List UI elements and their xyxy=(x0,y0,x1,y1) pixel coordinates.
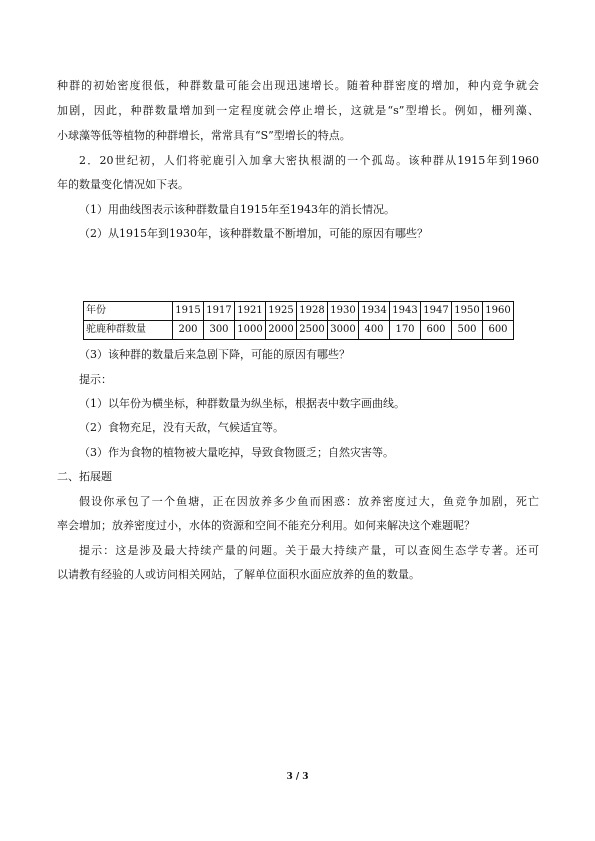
text-line: 提示：这是涉及最大持续产量的问题。关于最大持续产量，可以查阅生态学专著。还可 xyxy=(79,544,539,557)
subquestion-1: （1）用曲线图表示该种群数量自1915年至1943年的消长情况。 xyxy=(79,203,395,216)
page-number: 3 / 3 xyxy=(286,772,309,782)
hint-heading: 提示： xyxy=(79,373,112,386)
population-cell: 200 xyxy=(173,321,204,340)
text-line: 率会增加；放养密度过小，水体的资源和空间不能充分利用。如何来解决这个难题呢？ xyxy=(57,519,475,532)
subquestion-3: （3）该种群的数量后来急剧下降，可能的原因有哪些？ xyxy=(79,348,350,361)
table-row-label: 驼鹿种群数量 xyxy=(84,321,173,340)
year-cell: 1943 xyxy=(390,302,421,321)
year-cell: 1925 xyxy=(266,302,297,321)
population-cell: 300 xyxy=(204,321,235,340)
population-cell: 3000 xyxy=(328,321,359,340)
hint-line: （2）食物充足，没有天敌，气候适宜等。 xyxy=(79,421,284,434)
text-line: 小球藻等低等植物的种群增长，常常具有“S”型增长的特点。 xyxy=(57,129,351,142)
population-cell: 2000 xyxy=(266,321,297,340)
year-cell: 1947 xyxy=(421,302,452,321)
population-cell: 2500 xyxy=(297,321,328,340)
text-line: 假设你承包了一个鱼塘，正在因放养多少鱼而困惑：放养密度过大，鱼竞争加剧，死亡 xyxy=(79,495,539,508)
population-table xyxy=(83,301,514,340)
table-row-years xyxy=(84,302,514,321)
population-cell: 500 xyxy=(452,321,483,340)
table-row-population xyxy=(84,321,514,340)
text-line: 以请教有经验的人或访问相关网站，了解单位面积水面应放养的鱼的数量。 xyxy=(57,568,420,581)
year-cell: 1930 xyxy=(328,302,359,321)
text-line: 加剧，因此，种群数量增加到一定程度就会停止增长，这就是“s”型增长。例如，栅列藻、 xyxy=(57,104,539,117)
question-2-line: 2．20世纪初，人们将驼鹿引入加拿大密执根湖的一个孤岛。该种群从1915年到1960 xyxy=(79,154,539,167)
text-line: 年的数量变化情况如下表。 xyxy=(57,178,189,191)
population-cell: 600 xyxy=(421,321,452,340)
year-cell: 1960 xyxy=(483,302,514,321)
population-cell: 170 xyxy=(390,321,421,340)
population-cell: 600 xyxy=(483,321,514,340)
year-cell: 1921 xyxy=(235,302,266,321)
population-cell: 1000 xyxy=(235,321,266,340)
year-cell: 1950 xyxy=(452,302,483,321)
subquestion-2: （2）从1915年到1930年，该种群数量不断增加，可能的原因有哪些？ xyxy=(79,227,428,240)
population-cell: 400 xyxy=(359,321,390,340)
hint-line: （1）以年份为横坐标，种群数量为纵坐标，根据表中数字画曲线。 xyxy=(79,397,405,410)
year-cell: 1917 xyxy=(204,302,235,321)
section-heading: 二、拓展题 xyxy=(57,470,112,483)
year-cell: 1928 xyxy=(297,302,328,321)
year-cell: 1915 xyxy=(173,302,204,321)
table-header-label: 年份 xyxy=(84,302,173,321)
year-cell: 1934 xyxy=(359,302,390,321)
hint-line: （3）作为食物的植物被大量吃掉，导致食物匮乏；自然灾害等。 xyxy=(79,446,394,459)
text-line: 种群的初始密度很低，种群数量可能会出现迅速增长。随着种群密度的增加，种内竞争就会 xyxy=(57,79,539,92)
